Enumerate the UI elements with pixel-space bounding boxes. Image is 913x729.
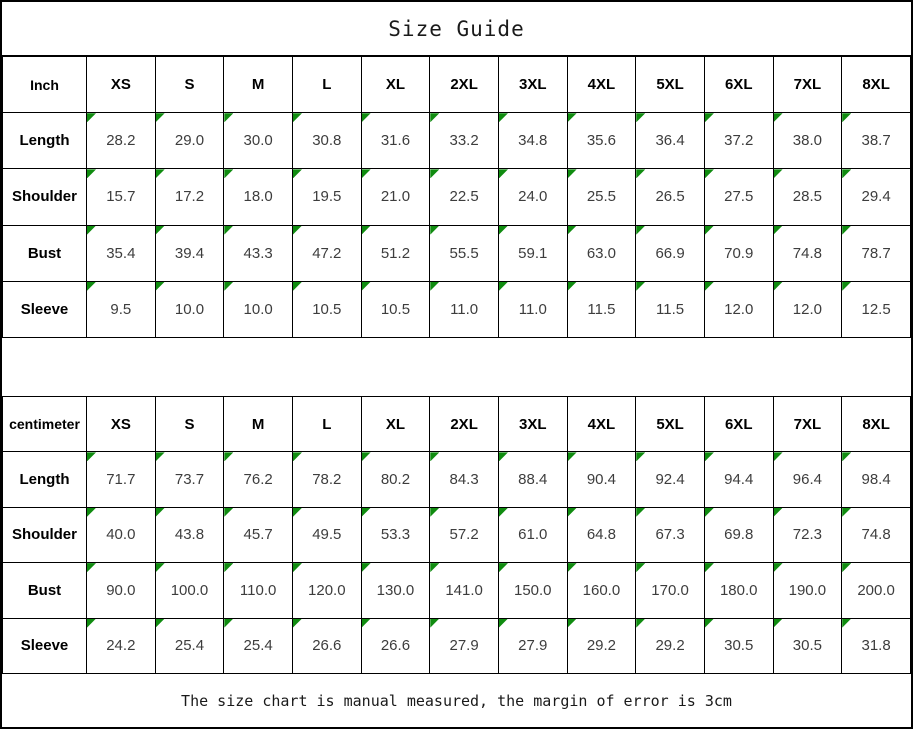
size-value-cell: 74.8 xyxy=(773,225,842,281)
size-value-cell: 78.2 xyxy=(292,452,361,507)
size-header-cell: XS xyxy=(87,57,156,113)
size-value-cell: 170.0 xyxy=(636,563,705,618)
green-corner-marker-icon xyxy=(362,452,371,461)
green-corner-marker-icon xyxy=(568,113,577,122)
size-value-cell: 190.0 xyxy=(773,563,842,618)
size-value-cell: 18.0 xyxy=(224,169,293,225)
green-corner-marker-icon xyxy=(224,508,233,517)
size-value-cell: 27.9 xyxy=(498,618,567,673)
green-corner-marker-icon xyxy=(705,113,714,122)
size-header-cell: 2XL xyxy=(430,397,499,452)
size-value-cell: 26.6 xyxy=(361,618,430,673)
page-title: Size Guide xyxy=(2,2,911,56)
green-corner-marker-icon xyxy=(774,113,783,122)
green-corner-marker-icon xyxy=(774,282,783,291)
green-corner-marker-icon xyxy=(568,563,577,572)
measurement-label-cell: Length xyxy=(3,452,87,507)
size-value-cell: 26.5 xyxy=(636,169,705,225)
size-value-cell: 49.5 xyxy=(292,507,361,562)
size-value-cell: 80.2 xyxy=(361,452,430,507)
size-value-cell: 130.0 xyxy=(361,563,430,618)
size-value-cell: 33.2 xyxy=(430,113,499,169)
size-header-cell: 3XL xyxy=(498,57,567,113)
green-corner-marker-icon xyxy=(842,113,851,122)
green-corner-marker-icon xyxy=(774,619,783,628)
size-value-cell: 28.5 xyxy=(773,169,842,225)
size-value-cell: 53.3 xyxy=(361,507,430,562)
size-value-cell: 71.7 xyxy=(87,452,156,507)
size-value-cell: 45.7 xyxy=(224,507,293,562)
green-corner-marker-icon xyxy=(293,169,302,178)
size-value-cell: 25.4 xyxy=(224,618,293,673)
size-value-cell: 12.5 xyxy=(842,281,911,337)
size-header-cell: S xyxy=(155,397,224,452)
green-corner-marker-icon xyxy=(362,113,371,122)
unit-header-cell: centimeter xyxy=(3,397,87,452)
size-header-cell: S xyxy=(155,57,224,113)
green-corner-marker-icon xyxy=(774,452,783,461)
size-header-cell: 3XL xyxy=(498,397,567,452)
size-value-cell: 25.4 xyxy=(155,618,224,673)
size-value-cell: 57.2 xyxy=(430,507,499,562)
size-value-cell: 84.3 xyxy=(430,452,499,507)
green-corner-marker-icon xyxy=(568,619,577,628)
size-value-cell: 17.2 xyxy=(155,169,224,225)
size-value-cell: 63.0 xyxy=(567,225,636,281)
green-corner-marker-icon xyxy=(774,226,783,235)
green-corner-marker-icon xyxy=(499,508,508,517)
size-value-cell: 120.0 xyxy=(292,563,361,618)
measurement-label-cell: Shoulder xyxy=(3,169,87,225)
size-header-cell: 4XL xyxy=(567,397,636,452)
size-header-cell: 5XL xyxy=(636,57,705,113)
green-corner-marker-icon xyxy=(293,563,302,572)
measurement-label-cell: Bust xyxy=(3,225,87,281)
size-header-cell: 6XL xyxy=(704,397,773,452)
size-value-cell: 28.2 xyxy=(87,113,156,169)
size-value-cell: 30.5 xyxy=(704,618,773,673)
green-corner-marker-icon xyxy=(568,169,577,178)
size-value-cell: 10.0 xyxy=(224,281,293,337)
size-value-cell: 27.9 xyxy=(430,618,499,673)
size-header-cell: 8XL xyxy=(842,57,911,113)
size-value-cell: 31.6 xyxy=(361,113,430,169)
size-value-cell: 35.4 xyxy=(87,225,156,281)
green-corner-marker-icon xyxy=(224,226,233,235)
measurement-row xyxy=(3,169,911,225)
green-corner-marker-icon xyxy=(499,169,508,178)
green-corner-marker-icon xyxy=(842,226,851,235)
size-value-cell: 11.0 xyxy=(430,281,499,337)
size-value-cell: 30.5 xyxy=(773,618,842,673)
green-corner-marker-icon xyxy=(636,452,645,461)
size-value-cell: 43.3 xyxy=(224,225,293,281)
size-header-cell: 8XL xyxy=(842,397,911,452)
green-corner-marker-icon xyxy=(156,563,165,572)
size-header-row xyxy=(3,397,911,452)
green-corner-marker-icon xyxy=(430,563,439,572)
green-corner-marker-icon xyxy=(430,226,439,235)
size-value-cell: 10.5 xyxy=(361,281,430,337)
measurement-row xyxy=(3,113,911,169)
size-value-cell: 70.9 xyxy=(704,225,773,281)
size-value-cell: 38.0 xyxy=(773,113,842,169)
green-corner-marker-icon xyxy=(293,508,302,517)
size-value-cell: 90.0 xyxy=(87,563,156,618)
green-corner-marker-icon xyxy=(430,508,439,517)
size-value-cell: 26.6 xyxy=(292,618,361,673)
size-value-cell: 36.4 xyxy=(636,113,705,169)
green-corner-marker-icon xyxy=(636,226,645,235)
green-corner-marker-icon xyxy=(568,282,577,291)
green-corner-marker-icon xyxy=(430,169,439,178)
green-corner-marker-icon xyxy=(156,169,165,178)
size-value-cell: 67.3 xyxy=(636,507,705,562)
green-corner-marker-icon xyxy=(636,113,645,122)
centimeter-size-table xyxy=(2,396,911,674)
size-value-cell: 15.7 xyxy=(87,169,156,225)
green-corner-marker-icon xyxy=(499,619,508,628)
size-value-cell: 29.4 xyxy=(842,169,911,225)
size-value-cell: 110.0 xyxy=(224,563,293,618)
green-corner-marker-icon xyxy=(705,452,714,461)
green-corner-marker-icon xyxy=(636,169,645,178)
size-value-cell: 47.2 xyxy=(292,225,361,281)
green-corner-marker-icon xyxy=(87,113,96,122)
size-value-cell: 37.2 xyxy=(704,113,773,169)
green-corner-marker-icon xyxy=(87,508,96,517)
size-value-cell: 40.0 xyxy=(87,507,156,562)
table-spacer xyxy=(2,338,911,396)
green-corner-marker-icon xyxy=(705,619,714,628)
green-corner-marker-icon xyxy=(224,113,233,122)
size-value-cell: 94.4 xyxy=(704,452,773,507)
size-value-cell: 27.5 xyxy=(704,169,773,225)
size-value-cell: 76.2 xyxy=(224,452,293,507)
green-corner-marker-icon xyxy=(430,619,439,628)
size-value-cell: 78.7 xyxy=(842,225,911,281)
green-corner-marker-icon xyxy=(499,113,508,122)
size-value-cell: 29.2 xyxy=(636,618,705,673)
size-value-cell: 29.0 xyxy=(155,113,224,169)
size-header-cell: L xyxy=(292,397,361,452)
green-corner-marker-icon xyxy=(568,452,577,461)
size-value-cell: 39.4 xyxy=(155,225,224,281)
green-corner-marker-icon xyxy=(87,619,96,628)
green-corner-marker-icon xyxy=(224,563,233,572)
size-value-cell: 96.4 xyxy=(773,452,842,507)
size-header-cell: XS xyxy=(87,397,156,452)
measurement-label-cell: Shoulder xyxy=(3,507,87,562)
measurement-label-cell: Bust xyxy=(3,563,87,618)
green-corner-marker-icon xyxy=(362,563,371,572)
size-value-cell: 88.4 xyxy=(498,452,567,507)
green-corner-marker-icon xyxy=(842,452,851,461)
green-corner-marker-icon xyxy=(362,169,371,178)
size-value-cell: 30.8 xyxy=(292,113,361,169)
size-value-cell: 51.2 xyxy=(361,225,430,281)
size-header-cell: 7XL xyxy=(773,57,842,113)
green-corner-marker-icon xyxy=(293,282,302,291)
size-value-cell: 43.8 xyxy=(155,507,224,562)
size-header-cell: 4XL xyxy=(567,57,636,113)
size-value-cell: 98.4 xyxy=(842,452,911,507)
size-header-cell: M xyxy=(224,57,293,113)
green-corner-marker-icon xyxy=(705,282,714,291)
size-value-cell: 10.5 xyxy=(292,281,361,337)
green-corner-marker-icon xyxy=(430,282,439,291)
green-corner-marker-icon xyxy=(293,113,302,122)
size-value-cell: 150.0 xyxy=(498,563,567,618)
green-corner-marker-icon xyxy=(842,282,851,291)
size-value-cell: 21.0 xyxy=(361,169,430,225)
measurement-row xyxy=(3,281,911,337)
size-value-cell: 180.0 xyxy=(704,563,773,618)
size-value-cell: 61.0 xyxy=(498,507,567,562)
green-corner-marker-icon xyxy=(636,619,645,628)
size-value-cell: 64.8 xyxy=(567,507,636,562)
size-value-cell: 11.0 xyxy=(498,281,567,337)
size-value-cell: 69.8 xyxy=(704,507,773,562)
green-corner-marker-icon xyxy=(499,563,508,572)
size-value-cell: 73.7 xyxy=(155,452,224,507)
size-value-cell: 66.9 xyxy=(636,225,705,281)
green-corner-marker-icon xyxy=(87,563,96,572)
size-value-cell: 92.4 xyxy=(636,452,705,507)
size-value-cell: 100.0 xyxy=(155,563,224,618)
size-value-cell: 160.0 xyxy=(567,563,636,618)
green-corner-marker-icon xyxy=(568,226,577,235)
green-corner-marker-icon xyxy=(705,226,714,235)
size-value-cell: 9.5 xyxy=(87,281,156,337)
green-corner-marker-icon xyxy=(705,508,714,517)
green-corner-marker-icon xyxy=(499,282,508,291)
green-corner-marker-icon xyxy=(156,619,165,628)
green-corner-marker-icon xyxy=(87,226,96,235)
size-value-cell: 12.0 xyxy=(704,281,773,337)
green-corner-marker-icon xyxy=(568,508,577,517)
green-corner-marker-icon xyxy=(499,452,508,461)
size-value-cell: 24.2 xyxy=(87,618,156,673)
green-corner-marker-icon xyxy=(224,452,233,461)
size-value-cell: 25.5 xyxy=(567,169,636,225)
green-corner-marker-icon xyxy=(224,169,233,178)
measurement-row xyxy=(3,225,911,281)
green-corner-marker-icon xyxy=(87,452,96,461)
size-header-cell: 7XL xyxy=(773,397,842,452)
size-value-cell: 90.4 xyxy=(567,452,636,507)
size-header-cell: XL xyxy=(361,397,430,452)
green-corner-marker-icon xyxy=(224,282,233,291)
size-value-cell: 11.5 xyxy=(636,281,705,337)
green-corner-marker-icon xyxy=(293,452,302,461)
size-value-cell: 29.2 xyxy=(567,618,636,673)
green-corner-marker-icon xyxy=(156,508,165,517)
size-value-cell: 19.5 xyxy=(292,169,361,225)
size-header-cell: XL xyxy=(361,57,430,113)
green-corner-marker-icon xyxy=(362,619,371,628)
size-value-cell: 74.8 xyxy=(842,507,911,562)
green-corner-marker-icon xyxy=(87,282,96,291)
green-corner-marker-icon xyxy=(842,563,851,572)
green-corner-marker-icon xyxy=(499,226,508,235)
green-corner-marker-icon xyxy=(156,282,165,291)
green-corner-marker-icon xyxy=(430,113,439,122)
size-value-cell: 22.5 xyxy=(430,169,499,225)
size-value-cell: 30.0 xyxy=(224,113,293,169)
footer-note: The size chart is manual measured, the margin of error is 3cm xyxy=(181,691,732,710)
size-header-cell: 2XL xyxy=(430,57,499,113)
green-corner-marker-icon xyxy=(636,508,645,517)
green-corner-marker-icon xyxy=(842,169,851,178)
size-value-cell: 11.5 xyxy=(567,281,636,337)
size-header-row xyxy=(3,57,911,113)
green-corner-marker-icon xyxy=(774,508,783,517)
green-corner-marker-icon xyxy=(430,452,439,461)
size-value-cell: 59.1 xyxy=(498,225,567,281)
green-corner-marker-icon xyxy=(842,508,851,517)
green-corner-marker-icon xyxy=(636,563,645,572)
inch-size-table xyxy=(2,56,911,338)
green-corner-marker-icon xyxy=(705,169,714,178)
green-corner-marker-icon xyxy=(842,619,851,628)
green-corner-marker-icon xyxy=(156,452,165,461)
green-corner-marker-icon xyxy=(362,282,371,291)
green-corner-marker-icon xyxy=(293,619,302,628)
green-corner-marker-icon xyxy=(362,226,371,235)
measurement-label-cell: Sleeve xyxy=(3,281,87,337)
measurement-label-cell: Length xyxy=(3,113,87,169)
size-header-cell: L xyxy=(292,57,361,113)
size-header-cell: 5XL xyxy=(636,397,705,452)
green-corner-marker-icon xyxy=(87,169,96,178)
green-corner-marker-icon xyxy=(362,508,371,517)
size-value-cell: 200.0 xyxy=(842,563,911,618)
size-value-cell: 55.5 xyxy=(430,225,499,281)
green-corner-marker-icon xyxy=(293,226,302,235)
size-value-cell: 34.8 xyxy=(498,113,567,169)
size-value-cell: 24.0 xyxy=(498,169,567,225)
green-corner-marker-icon xyxy=(705,563,714,572)
green-corner-marker-icon xyxy=(636,282,645,291)
measurement-row xyxy=(3,507,911,562)
green-corner-marker-icon xyxy=(774,169,783,178)
measurement-row xyxy=(3,618,911,673)
measurement-row xyxy=(3,563,911,618)
measurement-row xyxy=(3,452,911,507)
green-corner-marker-icon xyxy=(156,226,165,235)
unit-header-cell: Inch xyxy=(3,57,87,113)
size-value-cell: 12.0 xyxy=(773,281,842,337)
green-corner-marker-icon xyxy=(156,113,165,122)
size-value-cell: 141.0 xyxy=(430,563,499,618)
size-header-cell: 6XL xyxy=(704,57,773,113)
size-value-cell: 10.0 xyxy=(155,281,224,337)
green-corner-marker-icon xyxy=(224,619,233,628)
size-value-cell: 38.7 xyxy=(842,113,911,169)
size-value-cell: 35.6 xyxy=(567,113,636,169)
size-header-cell: M xyxy=(224,397,293,452)
size-value-cell: 72.3 xyxy=(773,507,842,562)
size-value-cell: 31.8 xyxy=(842,618,911,673)
green-corner-marker-icon xyxy=(774,563,783,572)
measurement-label-cell: Sleeve xyxy=(3,618,87,673)
